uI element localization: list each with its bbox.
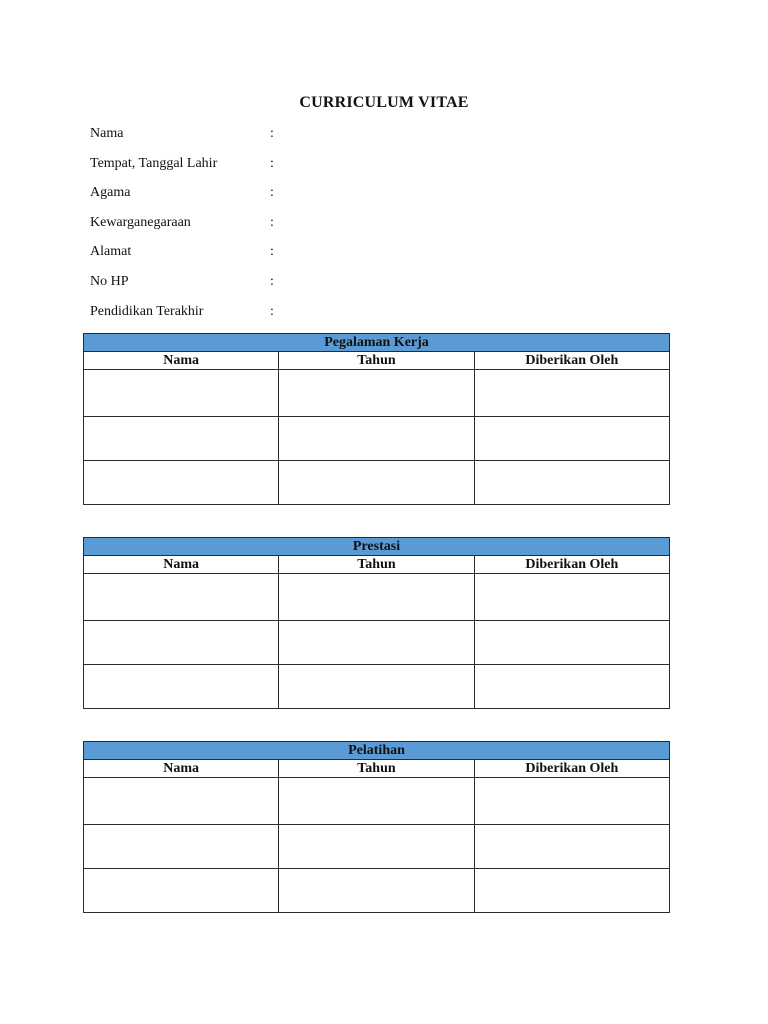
column-header-tahun: Tahun — [279, 352, 474, 370]
table-section-heading: Prestasi — [84, 538, 670, 556]
column-header-nama: Nama — [84, 556, 279, 574]
info-colon: : — [270, 185, 274, 201]
info-colon: : — [270, 155, 274, 171]
table-row — [84, 825, 670, 869]
table-row — [84, 370, 670, 417]
table-cell[interactable] — [84, 370, 279, 417]
table-row — [84, 417, 670, 461]
info-colon: : — [270, 244, 274, 260]
table-cell[interactable] — [279, 574, 474, 621]
table-cell[interactable] — [474, 370, 669, 417]
column-header-tahun: Tahun — [279, 760, 474, 778]
table-cell[interactable] — [279, 665, 474, 709]
table-cell[interactable] — [279, 461, 474, 505]
info-row-nama — [90, 124, 590, 154]
table-cell[interactable] — [84, 574, 279, 621]
info-colon: : — [270, 273, 274, 289]
table-cell[interactable] — [474, 665, 669, 709]
table-row — [84, 621, 670, 665]
table-row — [84, 574, 670, 621]
info-label: Agama — [90, 185, 131, 201]
info-row-kewarganegaraan — [90, 213, 590, 243]
column-header-nama: Nama — [84, 760, 279, 778]
table-cell[interactable] — [279, 370, 474, 417]
table-row — [84, 778, 670, 825]
table-cell[interactable] — [84, 665, 279, 709]
table-cell[interactable] — [279, 778, 474, 825]
column-header-diberikan-oleh: Diberikan Oleh — [474, 760, 669, 778]
table-cell[interactable] — [84, 621, 279, 665]
table-section-heading: Pegalaman Kerja — [84, 334, 670, 352]
table-cell[interactable] — [279, 869, 474, 913]
table-cell[interactable] — [84, 825, 279, 869]
table-cell[interactable] — [474, 869, 669, 913]
info-label: Nama — [90, 126, 124, 141]
info-colon: : — [270, 303, 274, 319]
info-row-alamat — [90, 242, 590, 272]
table-prestasi — [83, 537, 670, 709]
table-cell[interactable] — [84, 778, 279, 825]
info-label: Pendidikan Terakhir — [90, 303, 204, 319]
table-cell[interactable] — [474, 825, 669, 869]
table-row — [84, 665, 670, 709]
info-label: No HP — [90, 273, 129, 289]
table-row — [84, 869, 670, 913]
document-title: CURRICULUM VITAE — [299, 94, 469, 111]
info-colon: : — [270, 126, 274, 141]
table-cell[interactable] — [279, 417, 474, 461]
table-pelatihan — [83, 741, 670, 913]
column-header-tahun: Tahun — [279, 556, 474, 574]
table-cell[interactable] — [279, 825, 474, 869]
info-row-no-hp — [90, 272, 590, 302]
table-cell[interactable] — [474, 778, 669, 825]
table-section-heading: Pelatihan — [84, 742, 670, 760]
info-label: Kewarganegaraan — [90, 214, 191, 230]
info-row-tempat-tanggal-lahir — [90, 154, 590, 184]
table-cell[interactable] — [84, 869, 279, 913]
info-label: Alamat — [90, 244, 132, 260]
info-label: Tempat, Tanggal Lahir — [90, 155, 218, 171]
table-cell[interactable] — [474, 621, 669, 665]
column-header-diberikan-oleh: Diberikan Oleh — [474, 352, 669, 370]
table-pengalaman-kerja — [83, 333, 670, 505]
table-cell[interactable] — [279, 621, 474, 665]
personal-info-list — [90, 124, 590, 331]
table-cell[interactable] — [474, 417, 669, 461]
table-row — [84, 461, 670, 505]
column-header-nama: Nama — [84, 352, 279, 370]
info-row-pendidikan-terakhir — [90, 302, 590, 332]
table-cell[interactable] — [474, 574, 669, 621]
table-cell[interactable] — [84, 417, 279, 461]
column-header-diberikan-oleh: Diberikan Oleh — [474, 556, 669, 574]
table-cell[interactable] — [474, 461, 669, 505]
table-cell[interactable] — [84, 461, 279, 505]
info-row-agama — [90, 183, 590, 213]
info-colon: : — [270, 214, 274, 230]
